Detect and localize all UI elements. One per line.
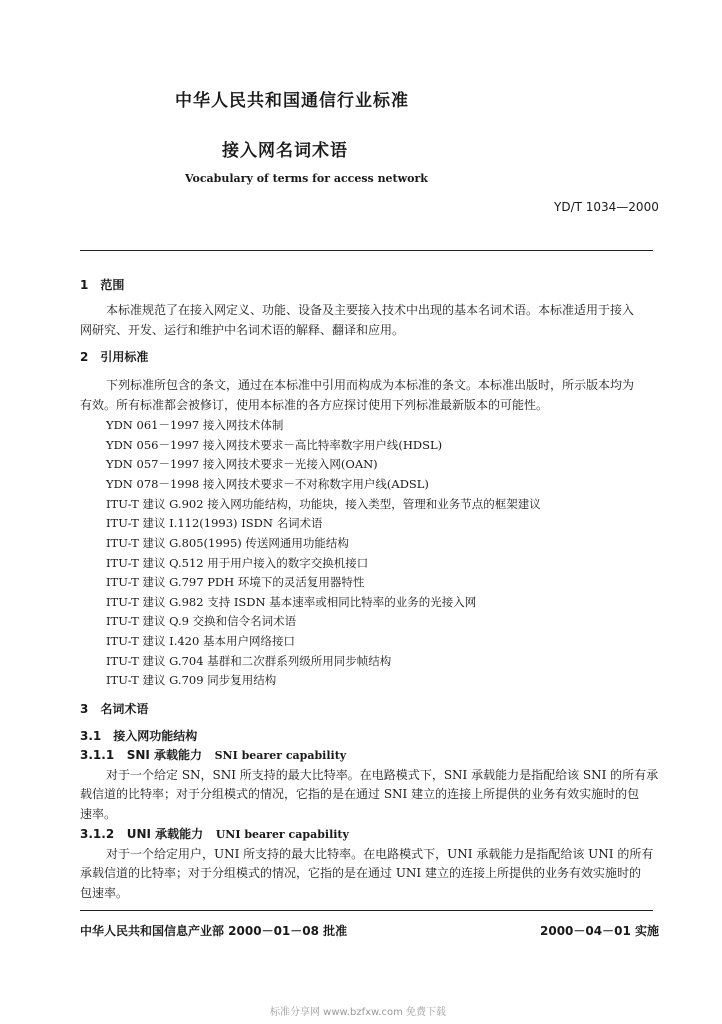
footer-rule (80, 910, 653, 911)
section-2-heading: 2 引用标准 (80, 350, 149, 364)
reference-item: ITU-T 建议 G.982 支持 ISDN 基本速率或相同比特率的业务的光接入网 (106, 595, 477, 609)
reference-item: YDN 078－1998 接入网技术要求－不对称数字用户线(ADSL) (106, 477, 429, 491)
section-1-heading: 1 范围 (80, 278, 125, 292)
term-definition-line: 包速率。 (80, 886, 129, 900)
reference-item: ITU-T 建议 G.902 接入网功能结构，功能块，接入类型，管理和业务节点的框架建议 (106, 497, 541, 511)
term-definition-line: 载信道的比特率；对于分组模式的情况，它指的是在通过 SNI 建立的连接上所提供的业务有效实施时的包 (80, 787, 640, 801)
term-definition-line: 速率。 (80, 807, 117, 821)
approval-date: 中华人民共和国信息产业部 2000－01－08 批准 (80, 924, 348, 938)
term-definition-line: 承载信道的比特率；对于分组模式的情况，它指的是在通过 UNI 建立的连接上所提供的业务有效实施时的 (80, 866, 641, 880)
term-definition-line: 对于一个给定用户，UNI 所支持的最大比特率。在电路模式下，UNI 承载能力是指配给该 UNI 的所有 (106, 847, 654, 861)
issuing-organization: 中华人民共和国通信行业标准 (175, 91, 409, 111)
section-2-text-line: 下列标准所包含的条文，通过在本标准中引用而构成为本标准的条文。本标准出版时，所示版本均为 (106, 378, 635, 392)
section-3-heading: 3 名词术语 (80, 702, 149, 716)
reference-item: ITU-T 建议 G.797 PDH 环境下的灵活复用器特性 (106, 575, 365, 589)
reference-item: ITU-T 建议 G.704 基群和二次群系列级所用同步帧结构 (106, 654, 392, 668)
reference-item: ITU-T 建议 Q.512 用于用户接入的数字交换机接口 (106, 556, 369, 570)
term-english: SNI bearer capability (214, 749, 347, 762)
reference-item: ITU-T 建议 Q.9 交换和信令名词术语 (106, 614, 297, 628)
reference-item: ITU-T 建议 I.420 基本用户网络接口 (106, 634, 295, 648)
section-1-text-line: 本标准规范了在接入网定义、功能、设备及主要接入技术中出现的基本名词术语。本标准适用于接入 (106, 303, 635, 317)
section-2-text-line: 有效。所有标准都会被修订，使用本标准的各方应探讨使用下列标准最新版本的可能性。 (80, 398, 549, 412)
term-number: 3.1.1 (80, 748, 115, 762)
document-number: YD/T 1034—2000 (554, 200, 659, 214)
term-english: UNI bearer capability (215, 828, 349, 841)
implementation-date: 2000－04－01 实施 (540, 924, 659, 938)
reference-item: ITU-T 建议 G.709 同步复用结构 (106, 673, 277, 687)
term-chinese: SNI 承载能力 (126, 748, 203, 762)
document-title-english: Vocabulary of terms for access network (185, 172, 428, 185)
term-chinese: UNI 承载能力 (126, 827, 204, 841)
term-3-1-1-heading (80, 746, 346, 763)
watermark-text: 标准分享网 www.bzfxw.com 免费下载 (270, 1007, 446, 1018)
term-number: 3.1.2 (80, 827, 115, 841)
section-1-text-line: 网研究、开发、运行和维护中名词术语的解释、翻译和应用。 (80, 323, 405, 337)
reference-item: ITU-T 建议 I.112(1993) ISDN 名词术语 (106, 516, 323, 530)
header-rule (80, 250, 653, 251)
document-title-chinese: 接入网名词术语 (222, 141, 348, 161)
term-3-1-2-heading (80, 825, 349, 842)
reference-item: YDN 061－1997 接入网技术体制 (106, 418, 284, 432)
reference-item: ITU-T 建议 G.805(1995) 传送网通用功能结构 (106, 536, 349, 550)
subsection-3-1-heading: 3.1 接入网功能结构 (80, 729, 198, 743)
reference-item: YDN 056－1997 接入网技术要求－高比特率数字用户线(HDSL) (106, 438, 443, 452)
reference-item: YDN 057－1997 接入网技术要求－光接入网(OAN) (106, 457, 378, 471)
term-definition-line: 对于一个给定 SN，SNI 所支持的最大比特率。在电路模式下，SNI 承载能力是指配给该 SNI 的所有承 (106, 768, 659, 782)
